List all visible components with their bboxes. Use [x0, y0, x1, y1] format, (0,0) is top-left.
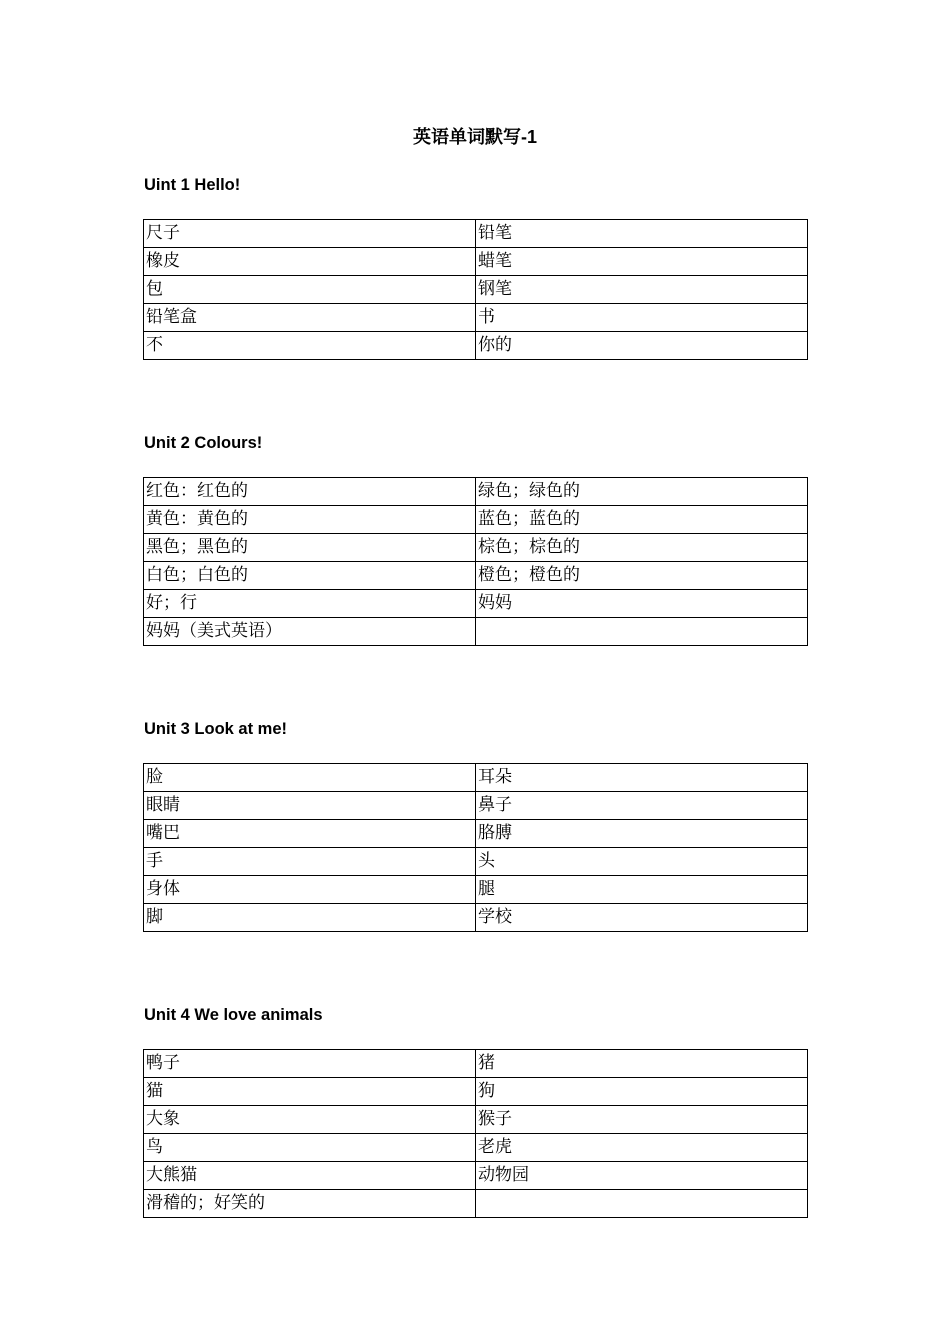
table-cell: 猫 [144, 1078, 476, 1106]
unit-section-2 [143, 431, 806, 646]
table-cell: 不 [144, 332, 476, 360]
vocab-table [143, 763, 808, 932]
table-cell: 鸟 [144, 1134, 476, 1162]
table-row [144, 1050, 808, 1078]
table-cell: 包 [144, 276, 476, 304]
table-cell: 绿色；绿色的 [476, 478, 808, 506]
table-cell: 蜡笔 [476, 248, 808, 276]
table-cell: 大象 [144, 1106, 476, 1134]
table-row [144, 1078, 808, 1106]
table-cell: 橡皮 [144, 248, 476, 276]
table-row [144, 304, 808, 332]
unit-section-4 [143, 1003, 806, 1218]
table-row [144, 590, 808, 618]
table-row [144, 478, 808, 506]
unit-heading: Unit 4 We love animals [144, 1006, 323, 1024]
table-cell: 猪 [476, 1050, 808, 1078]
table-row [144, 248, 808, 276]
table-cell: 手 [144, 848, 476, 876]
table-cell [476, 1190, 808, 1218]
table-cell: 腿 [476, 876, 808, 904]
table-row [144, 220, 808, 248]
table-row [144, 876, 808, 904]
table-cell: 好；行 [144, 590, 476, 618]
unit-heading: Unit 3 Look at me! [144, 720, 288, 738]
table-cell: 妈妈（美式英语） [144, 618, 476, 646]
table-row [144, 506, 808, 534]
table-cell: 猴子 [476, 1106, 808, 1134]
table-row [144, 1106, 808, 1134]
table-cell: 身体 [144, 876, 476, 904]
table-cell: 动物园 [476, 1162, 808, 1190]
table-cell: 棕色；棕色的 [476, 534, 808, 562]
table-cell: 大熊猫 [144, 1162, 476, 1190]
table-row [144, 904, 808, 932]
table-cell: 白色；白色的 [144, 562, 476, 590]
table-row [144, 276, 808, 304]
table-cell: 胳膊 [476, 820, 808, 848]
unit-heading: Unit 2 Colours! [144, 434, 263, 452]
table-cell: 老虎 [476, 1134, 808, 1162]
table-cell: 妈妈 [476, 590, 808, 618]
table-cell: 鼻子 [476, 792, 808, 820]
table-cell: 你的 [476, 332, 808, 360]
table-cell: 尺子 [144, 220, 476, 248]
vocab-table [143, 219, 808, 360]
table-cell: 脸 [144, 764, 476, 792]
table-cell: 铅笔盒 [144, 304, 476, 332]
unit-section-3 [143, 717, 806, 932]
table-row [144, 764, 808, 792]
table-cell: 眼睛 [144, 792, 476, 820]
table-row [144, 1190, 808, 1218]
unit-heading: Uint 1 Hello! [144, 176, 241, 194]
table-row [144, 332, 808, 360]
vocab-table [143, 477, 808, 646]
table-cell: 头 [476, 848, 808, 876]
table-cell [476, 618, 808, 646]
table-cell: 狗 [476, 1078, 808, 1106]
table-row [144, 792, 808, 820]
table-cell: 学校 [476, 904, 808, 932]
table-cell: 脚 [144, 904, 476, 932]
table-cell: 橙色；橙色的 [476, 562, 808, 590]
table-row [144, 848, 808, 876]
table-row [144, 1134, 808, 1162]
table-cell: 蓝色；蓝色的 [476, 506, 808, 534]
table-row [144, 1162, 808, 1190]
table-cell: 耳朵 [476, 764, 808, 792]
table-cell: 红色：红色的 [144, 478, 476, 506]
unit-section-1 [143, 173, 806, 360]
table-cell: 钢笔 [476, 276, 808, 304]
table-row [144, 562, 808, 590]
table-cell: 黄色：黄色的 [144, 506, 476, 534]
table-cell: 铅笔 [476, 220, 808, 248]
table-row [144, 618, 808, 646]
table-cell: 嘴巴 [144, 820, 476, 848]
table-cell: 黑色；黑色的 [144, 534, 476, 562]
vocab-table [143, 1049, 808, 1218]
table-row [144, 820, 808, 848]
table-row [144, 534, 808, 562]
table-cell: 鸭子 [144, 1050, 476, 1078]
table-cell: 书 [476, 304, 808, 332]
table-cell: 滑稽的；好笑的 [144, 1190, 476, 1218]
page-title: 英语单词默写-1 [412, 127, 537, 147]
